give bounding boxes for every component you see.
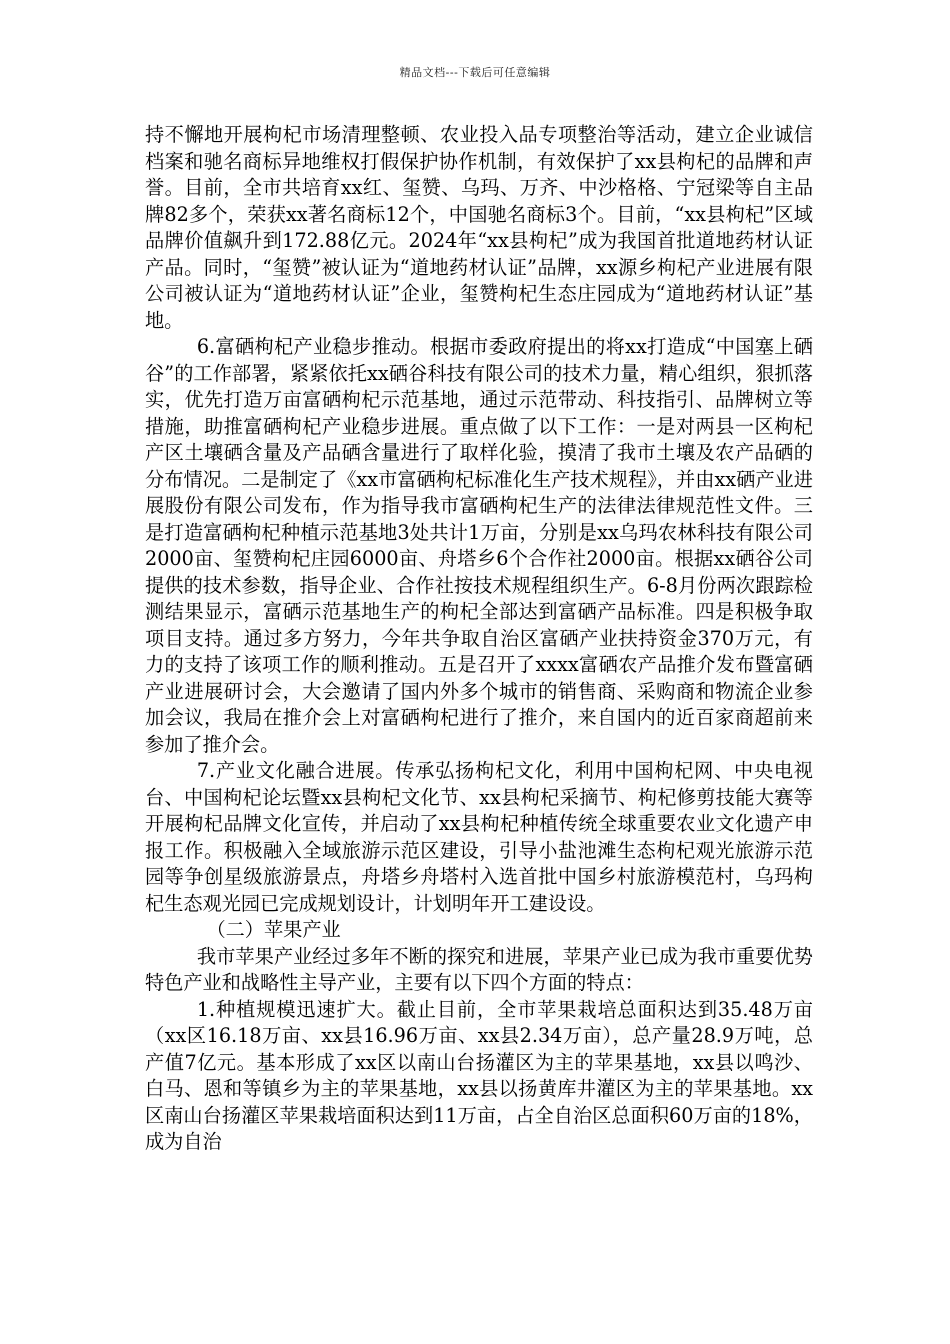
paragraph-apple-scale: 1.种植规模迅速扩大。截止目前，全市苹果栽培总面积达到35.48万亩（xx区16.18万亩、xx县16.96万亩、xx县2.34万亩），总产量28.9万吨，总产值7亿元。基本形成了xx区以南山台扬灌区为主的苹果基地，xx县以鸣沙、白马、恩和等镇乡为主的苹果基地，xx县以扬黄库井灌区为主的苹果基地。xx区南山台扬灌区苹果栽培面积达到11万亩，占全自治区总面积60万亩的18%，成为自治 — [145, 997, 813, 1153]
document-body — [145, 122, 813, 1156]
section-heading-apple-industry: （二）苹果产业 — [206, 918, 341, 941]
paragraph-apple-overview: 我市苹果产业经过多年不断的探究和进展，苹果产业已成为我市重要优势特色产业和战略性主导产业，主要有以下四个方面的特点： — [145, 944, 813, 994]
paragraph-selenium-wolfberry: 6.富硒枸杞产业稳步推动。根据市委政府提出的将xx打造成“中国塞上硒谷”的工作部署，紧紧依托xx硒谷科技有限公司的技术力量，精心组织，狠抓落实，优先打造万亩富硒枸杞示范基地，通过示范带动、科技指引、品牌树立等措施，助推富硒枸杞产业稳步进展。重点做了以下工作：一是对两县一区枸杞产区土壤硒含量及产品硒含量进行了取样化验，摸清了我市土壤及农产品硒的分布情况。二是制定了《xx市富硒枸杞标准化生产技术规程》，并由xx硒产业进展股份有限公司发布，作为指导我市富硒枸杞生产的法律法律规范性文件。三是打造富硒枸杞种植示范基地3处共计1万亩，分别是xx乌玛农林科技有限公司2000亩、玺赞枸杞庄园6000亩、舟塔乡6个合作社2000亩。根据xx硒谷公司提供的技术参数，指导企业、合作社按技术规程组织生产。6-8月份两次跟踪检测结果显示，富硒示范基地生产的枸杞全部达到富硒产品标准。四是积极争取项目支持。通过多方努力，今年共争取自治区富硒产业扶持资金370万元，有力的支持了该项工作的顺利推动。五是召开了xxxx富硒农产品推介发布暨富硒产业进展研讨会，大会邀请了国内外多个城市的销售商、采购商和物流企业参加会议，我局在推介会上对富硒枸杞进行了推介，来自国内的近百家商超前来参加了推介会。 — [145, 335, 813, 756]
page-header: 精品文档---下载后可任意编辑 — [399, 66, 551, 79]
paragraph-brand-protection: 持不懈地开展枸杞市场清理整顿、农业投入品专项整治等活动，建立企业诚信档案和驰名商标异地维权打假保护协作机制，有效保护了xx县枸杞的品牌和声誉。目前，全市共培育xx红、玺赞、乌玛、万齐、中沙格格、宁冠梁等自主品牌82多个，荣获xx著名商标12个，中国驰名商标3个。目前，“xx县枸杞”区域品牌价值飙升到172.88亿元。2024年“xx县枸杞”成为我国首批道地药材认证产品。同时，“玺赞”被认证为“道地药材认证”品牌，xx源乡枸杞产业进展有限公司被认证为“道地药材认证”企业，玺赞枸杞生态庄园成为“道地药材认证”基地。 — [145, 123, 813, 332]
paragraph-culture-integration: 7.产业文化融合进展。传承弘扬枸杞文化，利用中国枸杞网、中央电视台、中国枸杞论坛暨xx县枸杞文化节、xx县枸杞采摘节、枸杞修剪技能大赛等开展枸杞品牌文化宣传，并启动了xx县枸杞种植传统全球重要农业文化遗产申报工作。积极融入全域旅游示范区建设，引导小盐池滩生态枸杞观光旅游示范园等争创星级旅游景点，舟塔乡舟塔村入选首批中国乡村旅游模范村，乌玛枸杞生态观光园已完成规划设计，计划明年开工建设设。 — [145, 759, 813, 915]
